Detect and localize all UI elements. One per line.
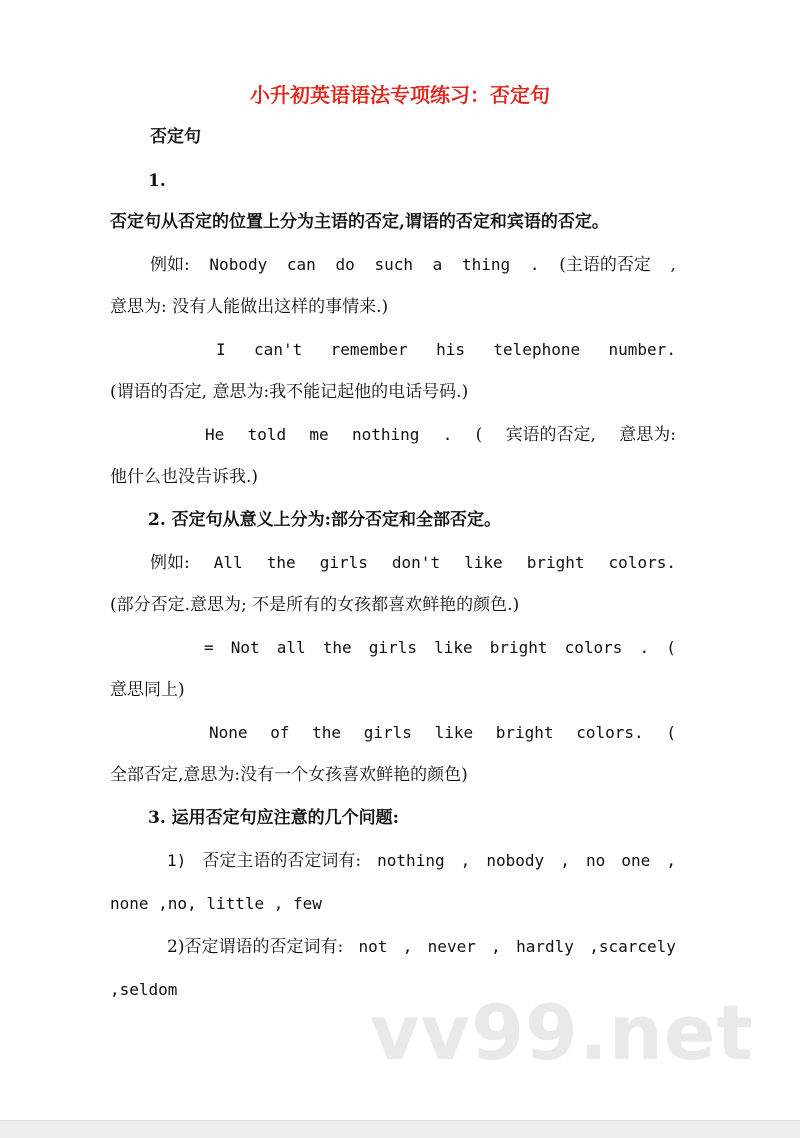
word: can't [254, 340, 303, 359]
word: 例如: [150, 255, 190, 275]
word: can [286, 255, 316, 274]
point-3-heading: 3. 运用否定句应注意的几个问题: [148, 808, 399, 828]
watermark: vv99.net [370, 988, 754, 1077]
point-2-heading: 2. 否定句从意义上分为:部分否定和全部否定。 [148, 510, 501, 530]
example-2-line [216, 339, 676, 361]
point-1-statement: 否定句从否定的位置上分为主语的否定,谓语的否定和宾语的否定。 [110, 212, 609, 232]
word: ( [666, 638, 676, 657]
word: bright [495, 723, 554, 742]
word: None [209, 723, 248, 742]
word: 例如: [150, 553, 190, 573]
word: like [434, 638, 473, 657]
word: such [374, 255, 413, 274]
word: nothing [351, 425, 420, 444]
word: the [312, 723, 342, 742]
word: (主语的否定 [559, 255, 651, 275]
point-3-item-1-line [167, 850, 676, 872]
word: a [432, 255, 443, 274]
word: . [529, 255, 540, 274]
word: the [266, 553, 296, 572]
word: All [213, 553, 243, 572]
word: Not [230, 638, 260, 657]
example-4-continuation: (部分否定.意思为; 不是所有的女孩都喜欢鲜艳的颜色.) [110, 595, 520, 615]
word: , [491, 937, 501, 956]
example-5-line [204, 637, 676, 659]
word: , [670, 255, 676, 275]
word: don't [391, 553, 441, 572]
example-3-line [205, 424, 676, 446]
example-6-continuation: 全部否定,意思为:没有一个女孩喜欢鲜艳的颜色) [110, 765, 468, 785]
word: , [460, 851, 471, 870]
word: telephone [493, 340, 581, 359]
word: hardly [516, 937, 574, 956]
word: not [358, 937, 388, 956]
word: of [270, 723, 290, 742]
section-heading: 否定句 [150, 127, 201, 147]
word: no [585, 851, 606, 870]
word: the [322, 638, 352, 657]
word: nothing [377, 851, 445, 870]
word: I [216, 340, 226, 359]
example-6-line [209, 722, 676, 744]
word: colors. [608, 553, 676, 572]
example-1-line [150, 254, 676, 276]
word: ( [666, 723, 676, 742]
word: 否定主语的否定词有: [202, 851, 362, 871]
page-bottom-edge [0, 1120, 800, 1138]
word: one [621, 851, 651, 870]
document-title: 小升初英语语法专项练习：否定句 [250, 83, 550, 107]
word: never [427, 937, 476, 956]
word: , [402, 937, 413, 956]
example-1-continuation: 意思为: 没有人能做出这样的事情来.) [110, 297, 389, 317]
word: Nobody [209, 255, 268, 274]
word: 意思为: [619, 425, 676, 445]
word: 1) [167, 851, 187, 870]
word: girls [368, 638, 417, 657]
word: girls [319, 553, 368, 572]
word: like [434, 723, 474, 742]
word: remember [330, 340, 408, 359]
word: bright [526, 553, 585, 572]
word: 宾语的否定, [505, 425, 596, 445]
point-3-item-1-continuation: none ,no, little , few [110, 894, 322, 913]
word: . [442, 425, 453, 444]
word: told [247, 425, 287, 444]
word: do [335, 255, 355, 274]
word: all [276, 638, 306, 657]
example-4-line [150, 552, 676, 574]
word: , [666, 851, 676, 870]
word: 2)否定谓语的否定词有: [167, 937, 344, 957]
example-5-continuation: 意思同上) [110, 680, 185, 700]
word: colors. [576, 723, 644, 742]
word: = [204, 638, 214, 657]
word: ( [475, 425, 483, 445]
word: his [436, 340, 465, 359]
point-3-item-2-continuation: ,seldom [110, 980, 178, 999]
example-2-continuation: (谓语的否定, 意思为:我不能记起他的电话号码.) [110, 382, 469, 402]
word: me [309, 425, 329, 444]
example-3-continuation: 他什么也没告诉我.) [110, 467, 259, 487]
word: . [639, 638, 650, 657]
word: ,scarcely [589, 937, 676, 956]
word: colors [564, 638, 623, 657]
word: He [205, 425, 225, 444]
word: bright [489, 638, 548, 657]
word: , [560, 851, 570, 870]
word: thing [462, 255, 511, 274]
word: nobody [486, 851, 545, 870]
point-3-item-2-line [167, 936, 676, 958]
word: girls [363, 723, 412, 742]
word: like [464, 553, 503, 572]
point-1-number: 1. [148, 171, 166, 191]
word: number. [608, 340, 676, 359]
